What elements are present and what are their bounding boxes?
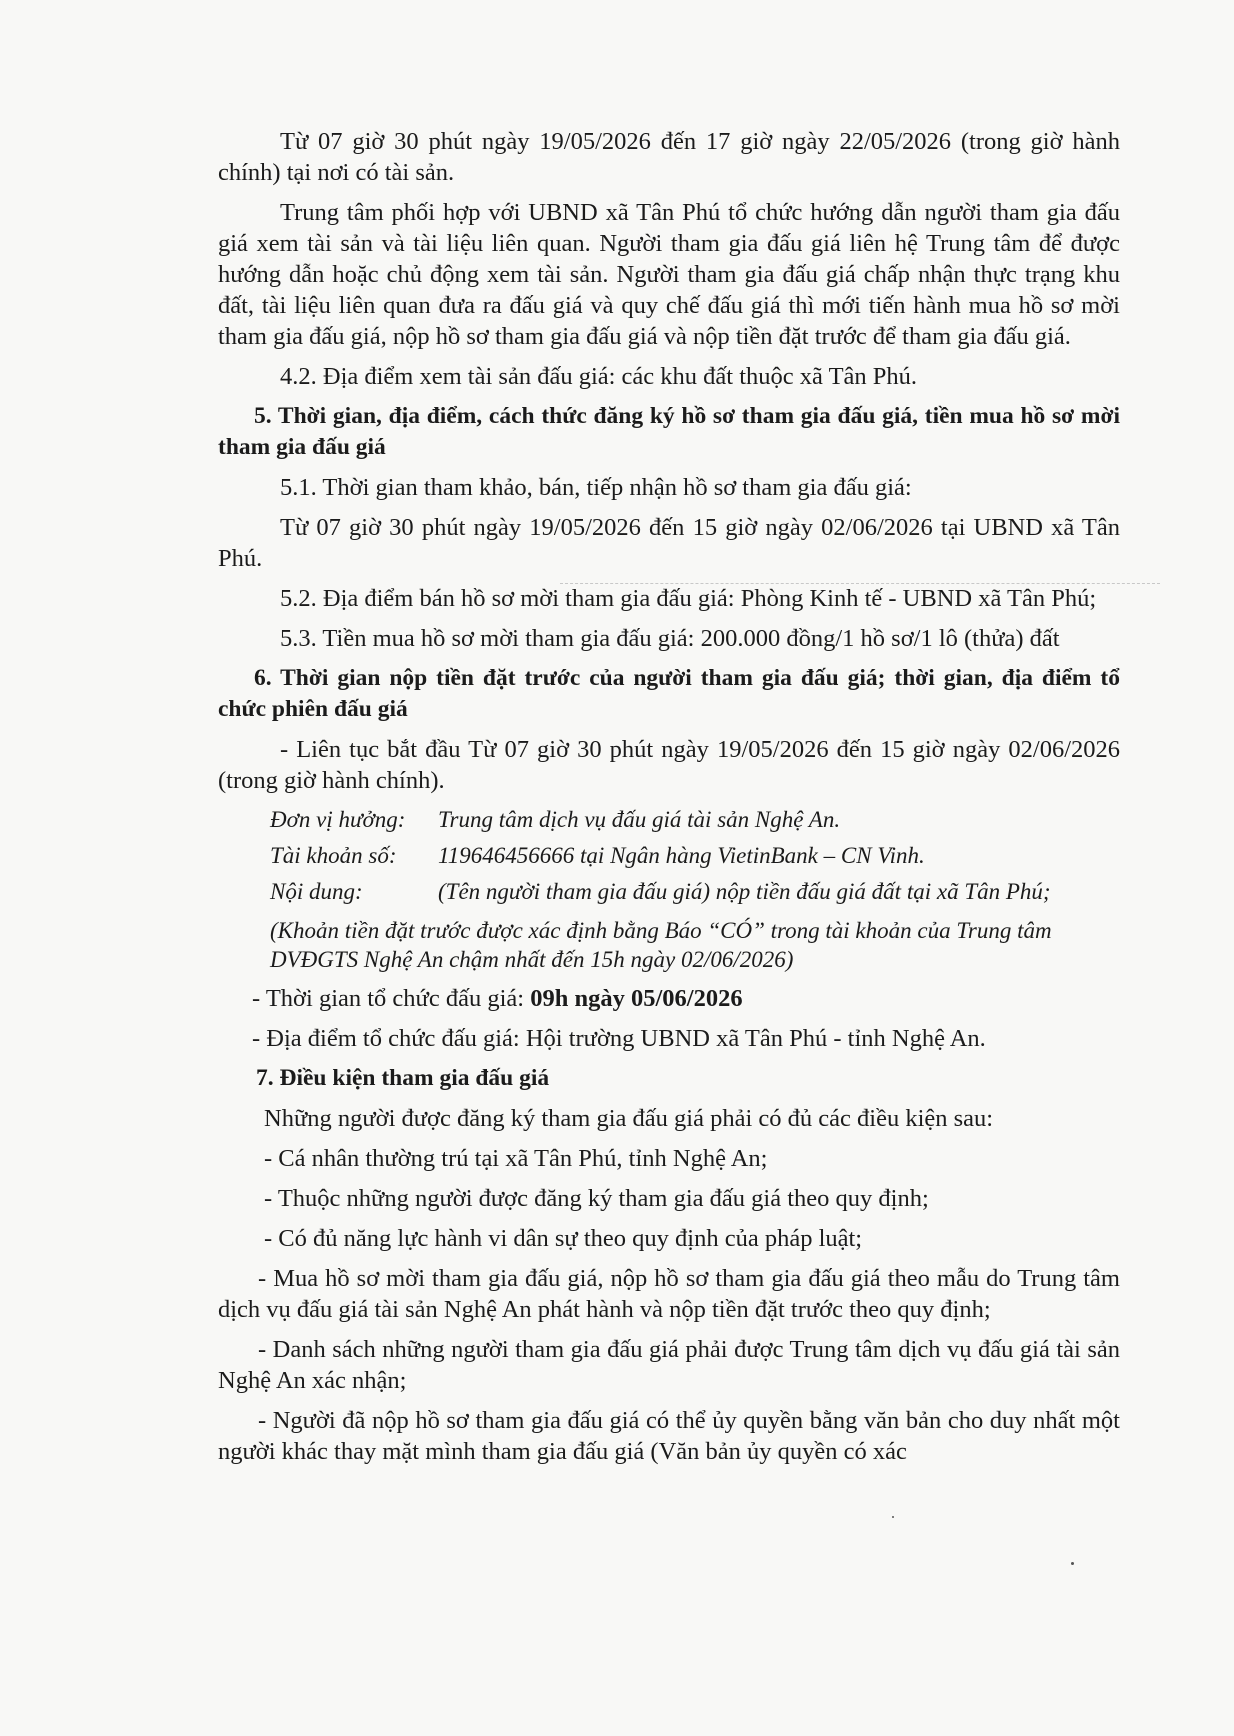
bank-row-beneficiary xyxy=(218,805,1120,835)
heading-section-7: 7. Điều kiện tham gia đấu giá xyxy=(256,1065,550,1091)
condition-capacity: - Có đủ năng lực hành vi dân sự theo quy định của pháp luật; xyxy=(264,1225,863,1252)
bank-row-account xyxy=(218,841,1120,871)
auction-time-value: 09h ngày 05/06/2026 xyxy=(530,985,743,1012)
bank-value-beneficiary: Trung tâm dịch vụ đấu giá tài sản Nghệ An. xyxy=(438,807,841,832)
paragraph-5-2: 5.2. Địa điểm bán hồ sơ mời tham gia đấu giá: Phòng Kinh tế - UBND xã Tân Phú; xyxy=(280,585,1097,612)
auction-time xyxy=(218,983,1120,1014)
paragraph-guidance: Trung tâm phối hợp với UBND xã Tân Phú tổ chức hướng dẫn người tham gia đấu giá xem tài sản và tài liệu liên quan. Người tham gia đấu giá liên hệ Trung tâm để được hướng dẫn hoặc chủ động xem tài sản. Người tham gia đấu giá chấp nhận thực trạng khu đất, tài liệu liên quan đưa ra đấu giá và quy chế đấu giá thì mới tiến hành mua hồ sơ mời tham gia đấu giá, nộp hồ sơ tham gia đấu giá và nộp tiền đặt trước để tham gia đấu giá. xyxy=(218,199,1120,350)
paragraph-4-2: 4.2. Địa điểm xem tài sản đấu giá: các khu đất thuộc xã Tân Phú. xyxy=(280,363,918,390)
bank-label-beneficiary: Đơn vị hưởng: xyxy=(270,807,406,832)
paragraph-deposit-time: - Liên tục bắt đầu Từ 07 giờ 30 phút ngày 19/05/2026 đến 15 giờ ngày 02/06/2026 (trong giờ hành chính). xyxy=(218,736,1120,794)
bank-label-account: Tài khoản số: xyxy=(270,843,397,868)
heading-section-6: 6. Thời gian nộp tiền đặt trước của người tham gia đấu giá; thời gian, địa điểm tổ chức phiên đấu giá xyxy=(218,665,1120,722)
bank-details xyxy=(218,805,1120,907)
auction-time-label: - Thời gian tổ chức đấu giá: xyxy=(252,985,531,1012)
condition-confirmation: - Danh sách những người tham gia đấu giá phải được Trung tâm dịch vụ đấu giá tài sản Nghệ An xác nhận; xyxy=(218,1336,1120,1394)
bank-value-account: 119646456666 tại Ngân hàng VietinBank – CN Vinh. xyxy=(438,843,925,868)
bank-label-content: Nội dung: xyxy=(270,879,363,904)
paragraph-5-1: 5.1. Thời gian tham khảo, bán, tiếp nhận hồ sơ tham gia đấu giá: xyxy=(280,474,912,501)
document-body xyxy=(218,126,1120,1467)
bank-row-content xyxy=(218,877,1120,907)
condition-documents: - Mua hồ sơ mời tham gia đấu giá, nộp hồ sơ tham gia đấu giá theo mẫu do Trung tâm dịch vụ đấu giá tài sản Nghệ An phát hành và nộp tiền đặt trước theo quy định; xyxy=(218,1265,1120,1323)
condition-eligible: - Thuộc những người được đăng ký tham gia đấu giá theo quy định; xyxy=(264,1185,929,1212)
scan-speck xyxy=(1071,1562,1074,1565)
paragraph-viewing-time: Từ 07 giờ 30 phút ngày 19/05/2026 đến 17 giờ ngày 22/05/2026 (trong giờ hành chính) tại nơi có tài sản. xyxy=(218,128,1120,186)
condition-residency: - Cá nhân thường trú tại xã Tân Phú, tỉnh Nghệ An; xyxy=(264,1145,768,1172)
paragraph-5-3: 5.3. Tiền mua hồ sơ mời tham gia đấu giá: 200.000 đồng/1 hồ sơ/1 lô (thửa) đất xyxy=(280,625,1060,652)
deposit-note: (Khoản tiền đặt trước được xác định bằng Báo “CÓ” trong tài khoản của Trung tâm DVĐGTS Nghệ An chậm nhất đến 15h ngày 02/06/2026) xyxy=(270,918,1052,972)
condition-authorization: - Người đã nộp hồ sơ tham gia đấu giá có thể ủy quyền bằng văn bản cho duy nhất một người khác thay mặt mình tham gia đấu giá (Văn bản ủy quyền có xác xyxy=(218,1407,1120,1465)
auction-place: - Địa điểm tổ chức đấu giá: Hội trường UBND xã Tân Phú - tỉnh Nghệ An. xyxy=(252,1025,986,1052)
heading-section-5: 5. Thời gian, địa điểm, cách thức đăng ký hồ sơ tham gia đấu giá, tiền mua hồ sơ mời tham gia đấu giá xyxy=(218,403,1120,460)
scan-speck xyxy=(892,1516,894,1518)
paragraph-5-1-time: Từ 07 giờ 30 phút ngày 19/05/2026 đến 15 giờ ngày 02/06/2026 tại UBND xã Tân Phú. xyxy=(218,514,1120,572)
bank-value-content: (Tên người tham gia đấu giá) nộp tiền đấu giá đất tại xã Tân Phú; xyxy=(438,879,1051,904)
paragraph-conditions-intro: Những người được đăng ký tham gia đấu giá phải có đủ các điều kiện sau: xyxy=(264,1105,994,1132)
